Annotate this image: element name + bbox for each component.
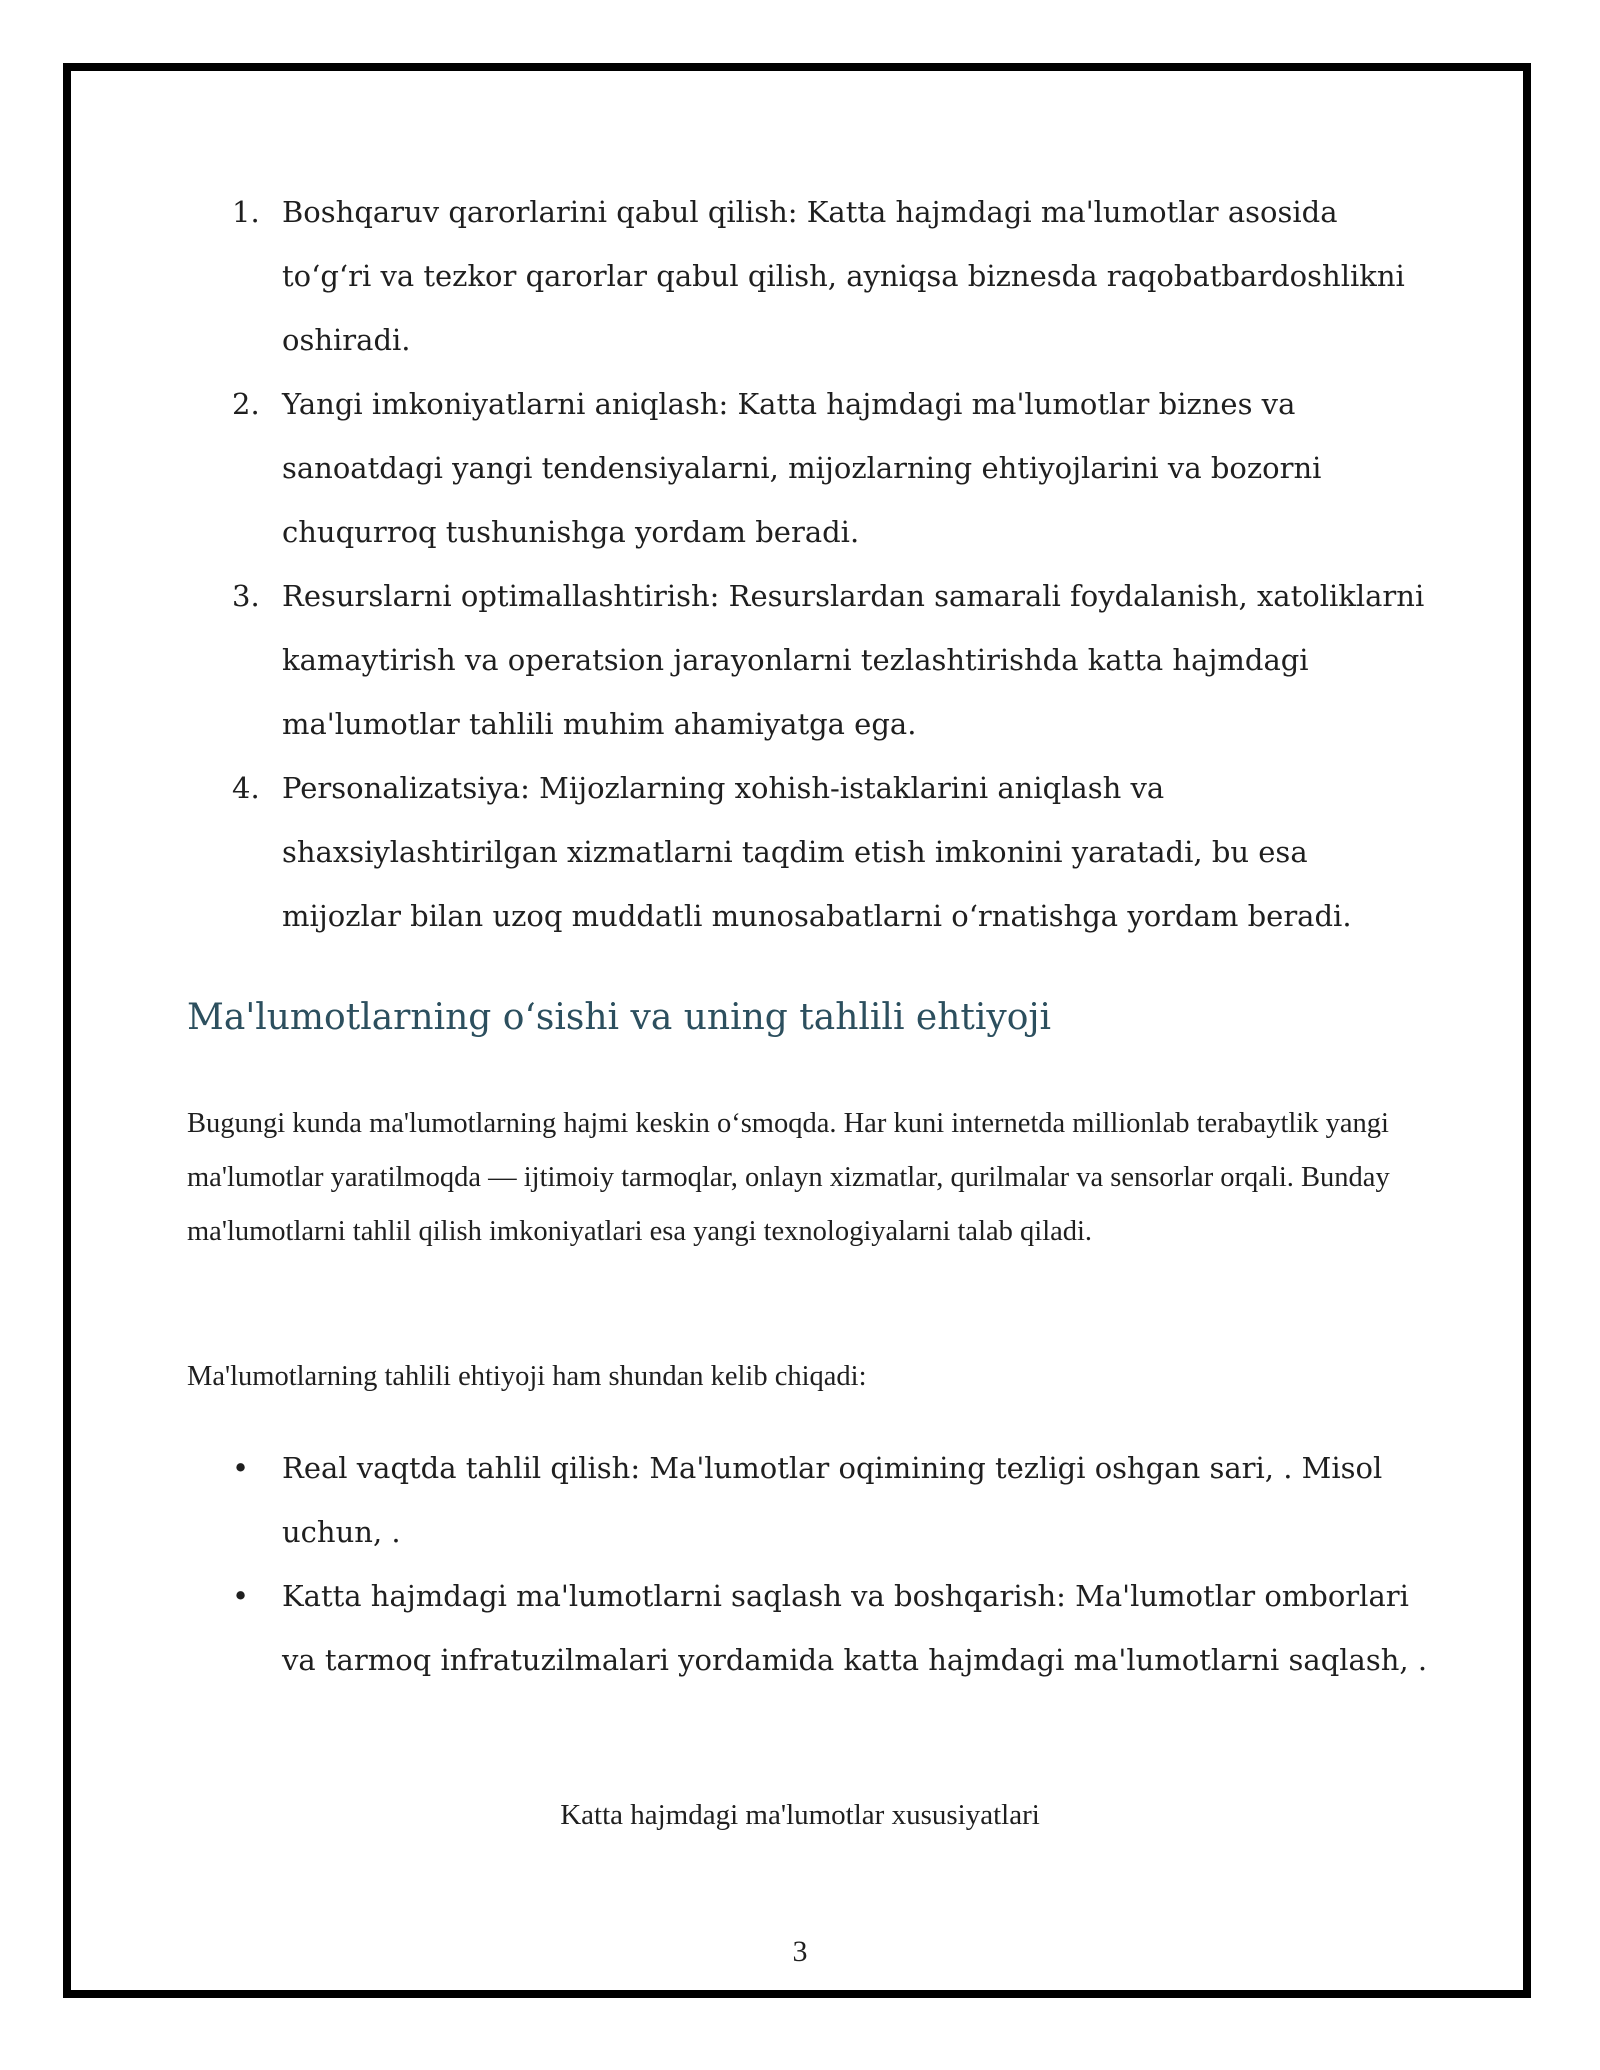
list-item	[228, 1564, 1428, 1692]
list-item-text: Boshqaruv qarorlarini qabul qilish: Katta hajmdagi ma'lumotlar asosida to‘g‘ri va tezkor qarorlar qabul qilish, ayniqsa biznesda raqobatbardoshlikni oshiradi.	[282, 195, 1405, 357]
list-item-text: Personalizatsiya: Mijozlarning xohish-istaklarini aniqlash va shaxsiylashtirilgan xizmatlarni taqdim etish imkonini yaratadi, bu esa mijozlar bilan uzoq muddatli munosabatlarni o‘rnatishga yordam beradi.	[282, 771, 1352, 933]
body-paragraph: Ma'lumotlarning tahlili ehtiyoji ham shundan kelib chiqadi:	[187, 1361, 867, 1392]
list-item-number: 2.	[232, 387, 260, 421]
bullet-list	[228, 1436, 1428, 1692]
figure-caption: Katta hajmdagi ma'lumotlar xususiyatlari	[560, 1799, 1040, 1831]
list-item-number: 3.	[232, 579, 260, 613]
list-item	[228, 1436, 1428, 1564]
list-item-number: 4.	[232, 771, 260, 805]
list-item	[228, 564, 1428, 756]
page-number: 3	[792, 1935, 808, 1968]
list-item-text: Real vaqtda tahlil qilish: Ma'lumotlar oqimining tezligi oshgan sari, . Misol uchun, .	[282, 1451, 1383, 1549]
bullet-icon: •	[232, 1579, 250, 1613]
list-item-text: Katta hajmdagi ma'lumotlarni saqlash va boshqarish: Ma'lumotlar omborlari va tarmoq infratuzilmalari yordamida katta hajmdagi ma'lumotlarni saqlash, .	[282, 1579, 1428, 1677]
body-paragraph: Bugungi kunda ma'lumotlarning hajmi keskin o‘smoqda. Har kuni internetda millionlab terabaytlik yangi ma'lumotlar yaratilmoqda — ijtimoiy tarmoqlar, onlayn xizmatlar, qurilmalar va sensorlar orqali. Bunday ma'lumotlarni tahlil qilish imkoniyatlari esa yangi texnologiyalarni talab qiladi.	[187, 1108, 1390, 1247]
numbered-list	[228, 180, 1428, 948]
list-item-number: 1.	[232, 195, 260, 229]
list-item	[228, 372, 1428, 564]
section-heading: Ma'lumotlarning o‘sishi va uning tahlili ehtiyoji	[187, 997, 1052, 1038]
list-item-text: Yangi imkoniyatlarni aniqlash: Katta hajmdagi ma'lumotlar biznes va sanoatdagi yangi tendensiyalarni, mijozlarning ehtiyojlarini va bozorni chuqurroq tushunishga yordam beradi.	[282, 387, 1322, 549]
bullet-icon: •	[232, 1451, 250, 1485]
list-item	[228, 180, 1428, 372]
list-item	[228, 756, 1428, 948]
list-item-text: Resurslarni optimallashtirish: Resurslardan samarali foydalanish, xatoliklarni kamaytirish va operatsion jarayonlarni tezlashtirishda katta hajmdagi ma'lumotlar tahlili muhim ahamiyatga ega.	[282, 579, 1425, 741]
